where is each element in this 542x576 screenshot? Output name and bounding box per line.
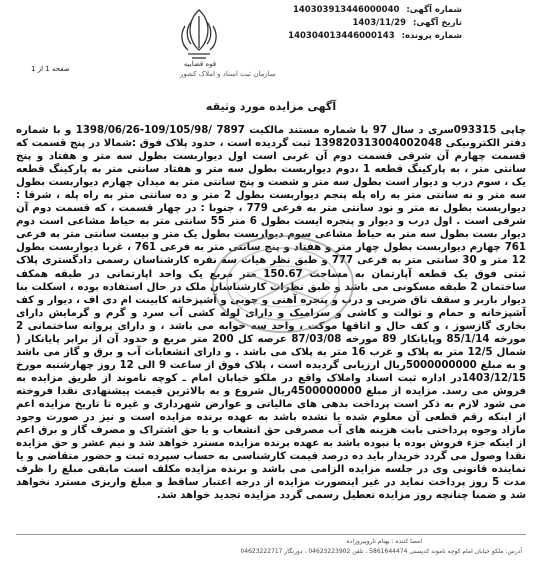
notice-body: چاپی 093315سری د سال 97 با شماره مستند مالکیت 7897 /109/105/98-1398/06/26 و با شماره دفتر الکترونیکی 139820313004002048 ثبت گردیده است ، حدود پلاک فوق :شمالا در پنج قسمت که قسمت چهارم آن شرقی قسمت دوم آن غربی است اول دیواربست بطول سه متر و هفتاد و پنج سانتی متر ، به پارکینگ قطعه 1 ،دوم دیواربست بطول سه متر و هفتاد سانتی متر به پارکینگ قطعه یک ، سوم درب و دیوار است بطول سه متر و شصت و پنج سانتی متر به میدان چهارم دیواربست بطول سه متر و نه سانتی متر به راه پله پنجم دیواربست بطول 2 متر و ده سانتی متر به راه پله ، شرقا : دیواربست بطول نه متر و نود سانتی متر به فرعی 779 ، جنوبا : در چهار قسمت ، که قسمت دوم آن شرقی است . اول درب و دیوار و پنجره ایست بطول 6 متر 55 سانتی متر به حیاط مشاعی است دوم دیوار بست بطول سه متر به حیاط مشاعی سوم دیواربست بطول یک متر و بیست سانتی متر به فرعی 761 چهارم دیواربست بطول چهار متر و هفتاد و پنج سانتی متر به فرعی 761 ، غربا دیواربست بطول 12 متر و 30 سانتی متر به فرعی 777 و طبق نظر هیات سه نفره کارشناسان رسمی دادگستری پلاک ثبتی فوق یک قطعه آپارتمان به مساحت 150.67 متر مربع یک واحد اپارتمانی در طبقه همکف ساختمان 2 طبقه مسکونی می باشد و طبق نظرات کارشناسان ملک در حال استفاده بوده ، اسکلت بنا دیوار باربر و سقف تاق ضربی و درب و پنجره آهنی و چوبی و آشپزخانه کابینت ام دی اف ، دیوار و کف آشپزخانه و حمام و توالت و کاشی و سرامیک و دارای لوله کشی آب سرد و گرم و گرمایش دارای بخاری گازسوز ، و کف حال و اتاقها موکت ، واحد سه خوابه می باشد ، و دارای پروانه ساختمانی 2 مورخه 85/1/14 وپایانکار 89 مورخه 87/03/08 عرصه کل 200 متر مربع و حدود آن از برابر پایانکار ( شمال 12/5 متر به پلاک و غرب 16 متر به پلاک می باشد . و دارای انشعابات آب و برق و گاز می باشد و به مبلغ 5000000000ریال ارزیابی گردیده است ، پلاک فوق از ساعت 9 الی 12 روز چهارشنبه مورخ 1403/12/15در اداره ثبت اسناد واملاک واقع در ملکو خیابان امام ـ کوچه ناموند از طریق مزایده به فروش می رسد. مزایده از مبلغ 4500000000ریال شروع و به بالاترین قیمت پیشنهادی نقدا فروخته می شود لازم به ذکر است پرداخت بدهی های مالیاتی و عوارض شهرداری و غیره تا تاریخ مزایده اعم از اینکه رقم قطعی آن معلوم شده یا نشده باشد به عهده برنده مزایده است و نیز در صورت وجود مازاد وجوه پرداختی بابت هزینه های آب مصرفی حق انشعاب و یا حق اشتراک و مصرف گاز و برق اعم از اینکه جزء فروش بوده یا نبوده باشد به عهده برنده مزایده مسترد خواهد شد و نیم عشر و حق مزایده نقدا وصول می گردد خریدار باید ده درصد قیمت کارشناسی به حساب سپرده ثبت و حضور متقاضی و یا نماینده قانونی وی در جلسه مزایده الزامی می باشد و برنده مزایده مکلف است مابقی مبلغ را ظرف مدت 5 روز پرداخت نماید در غیر اینصورت مزایده از درجه اعتبار ساقط و مبلغ واریزی مسترد نخواهد شد و ضمنا چنانچه روز مزایده تعطیل رسمی گردد مزایده تجدید خواهد شد.	[16, 125, 527, 502]
header-ad-date	[352, 18, 462, 28]
ad-date-label: تاریخ آگهی:	[412, 18, 462, 28]
ad-number-value: 140303913446000040	[292, 5, 400, 15]
judiciary-emblem-icon	[176, 6, 222, 64]
org-subtitle: سازمان ثبت اسناد و املاک کشور	[180, 70, 276, 78]
org-name: قوه قضاییه	[183, 60, 217, 68]
page-title: آگهی مزایده مورد وثیقه	[205, 100, 337, 113]
ad-date-value: 1403/11/29	[352, 18, 406, 28]
file-number-label: شماره پرونده:	[401, 31, 462, 41]
header-file-number	[288, 31, 462, 41]
footer-divider	[16, 534, 526, 535]
footer-signature: امضا کننده : بهنام تاروپیروزاده	[346, 538, 422, 545]
footer-address: آدرس: ملکو خیابان امام کوچه ناموند کدپستی 5861644474 ، تلفن 04623223902 ، دورنگار 04623222717	[240, 548, 522, 555]
file-number-value: 140304013446000143	[288, 31, 395, 41]
page-number: صفحه 1 از 1	[31, 65, 70, 73]
ad-number-label: شماره آگهی:	[406, 5, 462, 15]
header-ad-number	[293, 5, 462, 15]
